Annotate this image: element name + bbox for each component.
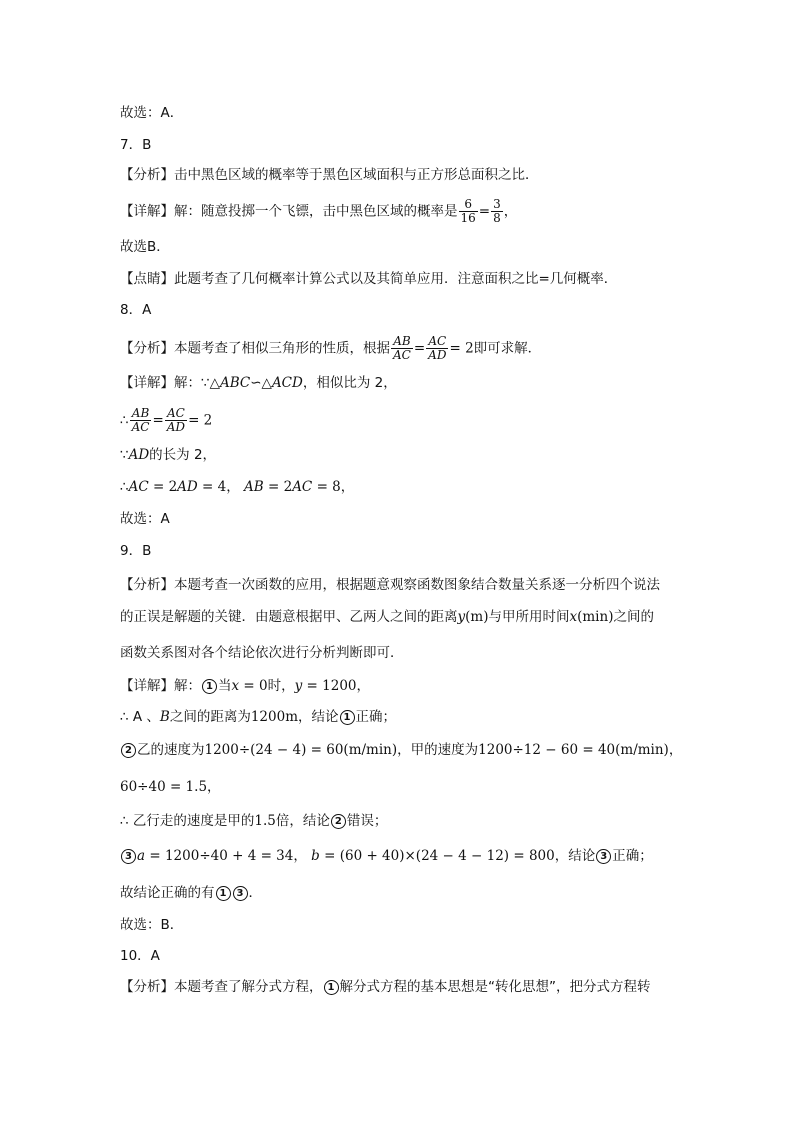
q9-step-speed: 2 乙的速度为1200÷(24 − 4) = 60(m/min)，甲的速度为1200÷12 − 60 = 40(m/min)， xyxy=(120,740,682,760)
q9-solution: 【详解】解： 1 当x = 0时，y = 1200， xyxy=(120,678,371,694)
q7-solution: 【详解】解：随意投掷一个飞镖，击中黑色区域的概率是 $\frac{6}{16}$ = $\frac{3}{8}$ ， xyxy=(120,197,518,225)
question-8-answer: 8．A xyxy=(120,302,152,318)
circled-number-icon: 3 xyxy=(121,849,136,864)
circled-number-icon: 2 xyxy=(121,743,136,758)
circled-number-icon: 2 xyxy=(331,814,346,829)
q9-analysis: 【分析】本题考查一次函数的应用，根据题意观察函数图象结合数量关系逐一分析四个说法 xyxy=(120,577,660,593)
q9-step-ratio: 60÷40 = 1.5， xyxy=(120,779,221,795)
q8-solution: 【详解】解：∵△ABC∽△ACD，相似比为 2， xyxy=(120,375,397,391)
q9-step-distance: ∴ A 、B之间的距离为1200m，结论 1 正确； xyxy=(120,709,397,725)
q7-comment: 【点睛】此题考查了几何概率计算公式以及其简单应用．注意面积之比=几何概率． xyxy=(120,271,618,287)
q9-analysis-end: 函数关系图对各个结论依次进行分析判断即可． xyxy=(120,645,404,661)
question-10-answer: 10．A xyxy=(120,948,160,964)
circled-number-icon: 3 xyxy=(233,886,248,901)
q7-analysis: 【分析】击中黑色区域的概率等于黑色区域面积与正方形总面积之比． xyxy=(120,167,539,183)
fraction: $\frac{3}{8}$ xyxy=(493,197,501,225)
answer-line-6: 故选：A． xyxy=(120,105,184,121)
fraction: $\frac{AB}{AC}$ xyxy=(393,334,411,362)
q8-step-result: ∴AC = 2AD = 4， AB = 2AC = 8， xyxy=(120,479,355,495)
q8-step-ratio: ∴ $\frac{AB}{AC}$ = $\frac{AC}{AD}$ = 2 xyxy=(120,406,213,434)
circled-number-icon: 1 xyxy=(324,980,339,995)
fraction: $\frac{6}{16}$ xyxy=(460,197,476,225)
q9-summary: 故结论正确的有 1 3 ． xyxy=(120,885,262,901)
circled-number-icon: 1 xyxy=(340,710,355,725)
circled-number-icon: 1 xyxy=(202,679,217,694)
fraction: $\frac{AC}{AD}$ xyxy=(428,334,447,362)
question-7-answer: 7．B xyxy=(120,137,152,153)
q8-analysis: 【分析】本题考查了相似三角形的性质，根据 $\frac{AB}{AC}$ = $\frac{AC}{AD}$ = 2即可求解． xyxy=(120,334,542,362)
fraction: $\frac{AC}{AD}$ xyxy=(166,406,186,434)
q7-choice: 故选B． xyxy=(120,239,170,255)
q9-step-conclusion-2: ∴ 乙行走的速度是甲的1.5倍，结论 2 错误； xyxy=(120,813,388,829)
circled-number-icon: 1 xyxy=(216,886,231,901)
fraction: $\frac{AB}{AC}$ xyxy=(131,406,150,434)
q10-analysis: 【分析】本题考查了解分式方程， 1 解分式方程的基本思想是“转化思想”，把分式方程转 xyxy=(120,979,651,995)
q9-choice: 故选：B． xyxy=(120,917,184,933)
q9-analysis-cont: 的正误是解题的关键．由题意根据甲、乙两人之间的距离y(m)与甲所用时间x(min)之间的 xyxy=(120,609,654,625)
circled-number-icon: 3 xyxy=(596,849,611,864)
q8-step-length: ∵AD的长为 2， xyxy=(120,447,217,463)
q9-step-conclusion-3: 3 a = 1200÷40 + 4 = 34， b = (60 + 40)×(24 − 4 − 12) = 800，结论 3 正确； xyxy=(120,846,653,866)
question-9-answer: 9．B xyxy=(120,543,152,559)
q8-choice: 故选：A xyxy=(120,511,170,527)
